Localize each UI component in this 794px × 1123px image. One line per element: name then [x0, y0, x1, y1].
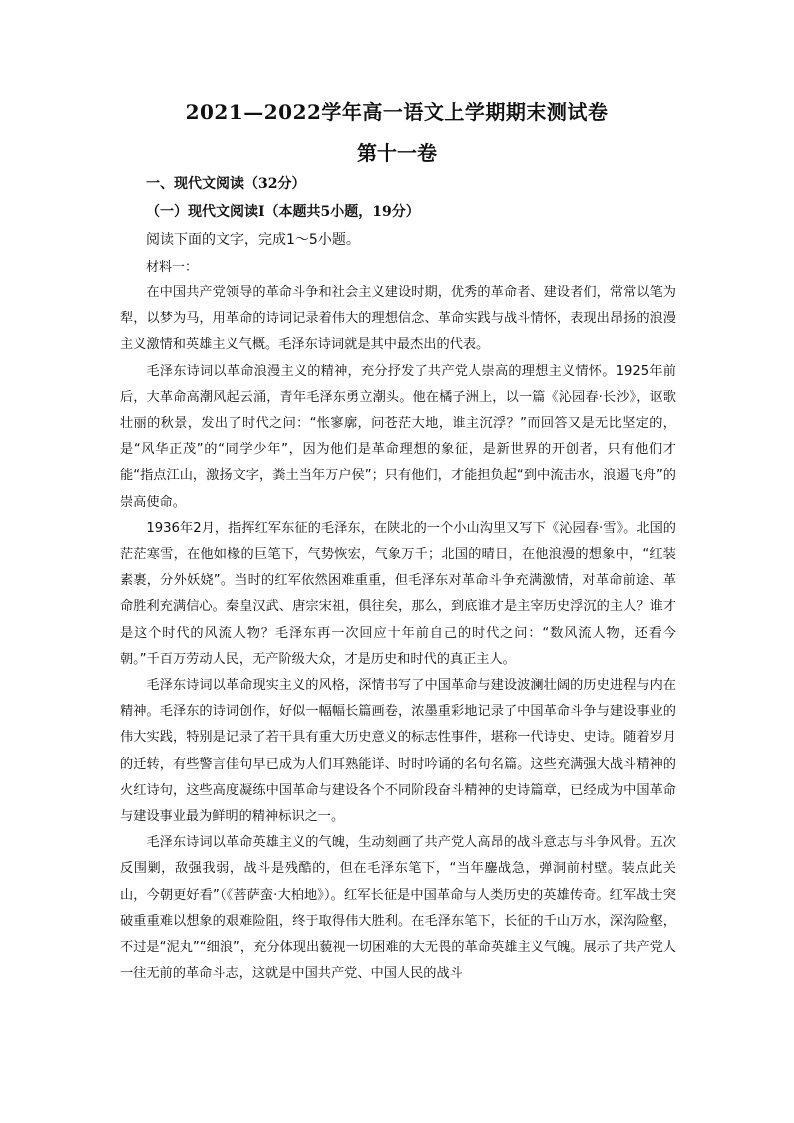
paragraph: 在中国共产党领导的革命斗争和社会主义建设时期，优秀的革命者、建设者们，常常以笔为犁，以梦为马，用革命的诗词记录着伟大的理想信念、革命实践与战斗情怀，表现出昂扬的浪漫主义激情和英雄主义气概。毛泽东诗词就是其中最杰出的代表。	[120, 285, 676, 353]
paragraph: 1936年2月，指挥红军东征的毛泽东，在陕北的一个小山沟里又写下《沁园春·雪》。北国的茫茫寒雪，在他如椽的巨笔下，气势恢宏，气象万千；北国的晴日，在他浪漫的想象中，“红装素裹，分外妖娆”。当时的红军依然困难重重，但毛泽东对革命斗争充满激情，对革命前途、革命胜利充满信心。秦皇汉武、唐宗宋祖，俱往矣，那么，到底谁才是主宰历史浮沉的主人？谁才是这个时代的风流人物？毛泽东再一次回应十年前自己的时代之问：“数风流人物，还看今朝。”千百万劳动人民，无产阶级大众，才是历史和时代的真正主人。	[120, 520, 676, 667]
material-label: 材料一：	[146, 260, 199, 275]
paragraph: 毛泽东诗词以革命浪漫主义的精神，充分抒发了共产党人崇高的理想主义情怀。1925年前后，大革命高潮风起云涌，青年毛泽东勇立潮头。他在橘子洲上，以一篇《沁园春·长沙》，讴歌壮丽的秋景，发出了时代之问：“怅寥廓，问苍茫大地，谁主沉浮？”而回答又是无比坚定的，是“风华正茂”的“同学少年”，因为他们是革命理想的象征，是新世界的开创者，只有他们才能“指点江山，激扬文字，粪土当年万户侯”；只有他们，才能担负起“到中流击水，浪遏飞舟”的崇高使命。	[120, 363, 676, 510]
passage-body	[120, 280, 676, 987]
reading-instruction: 阅读下面的文字，完成1～5小题。	[146, 232, 360, 248]
paragraph: 毛泽东诗词以革命现实主义的风格，深情书写了中国革命与建设波澜壮阔的历史进程与内在精神。毛泽东的诗词创作，好似一幅幅长篇画卷，浓墨重彩地记录了中国革命斗争与建设事业的伟大实践，特别是记录了若干具有重大历史意义的标志性事件，堪称一代诗史、史诗。随着岁月的迁转，有些警言佳句早已成为人们耳熟能详、时时吟诵的名句名篇。这些充满强大战斗精神的火红诗句，这些高度凝练中国革命与建设各个不同阶段奋斗精神的史诗篇章，已经成为中国革命与建设事业最为鲜明的精神标识之一。	[120, 678, 676, 825]
paragraph: 毛泽东诗词以革命英雄主义的气魄，生动刻画了共产党人高昂的战斗意志与斗争风骨。五次反围剿，敌强我弱，战斗是残酷的，但在毛泽东笔下，“当年鏖战急，弹洞前村壁。装点此关山，今朝更好看”（《菩萨蛮·大柏地》）。红军长征是中国革命与人类历史的英雄传奇。红军战士突破重重难以想象的艰难险阻，终于取得伟大胜利。在毛泽东笔下，长征的千山万水，深沟险壑，不过是“泥丸”“细浪”，充分体现出藐视一切困难的大无畏的革命英雄主义气魄。展示了共产党人一往无前的革命斗志，这就是中国共产党、中国人民的战斗	[120, 835, 676, 982]
exam-subtitle: 第十一卷	[357, 141, 437, 165]
subsection-heading: （一）现代文阅读Ⅰ（本题共5小题，19分）	[146, 204, 420, 220]
section-heading: 一、现代文阅读（32分）	[146, 176, 306, 192]
exam-title: 2021—2022学年高一语文上学期期末测试卷	[185, 100, 609, 124]
